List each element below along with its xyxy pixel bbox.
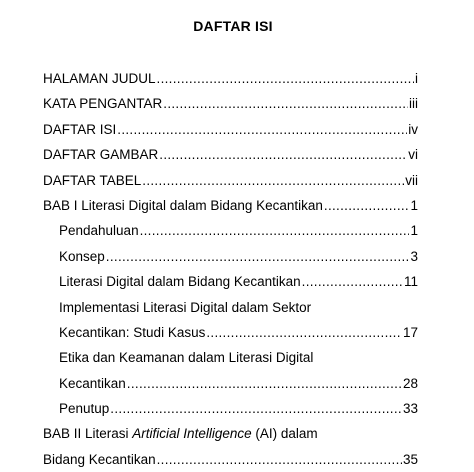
toc-entry-label: Pendahuluan xyxy=(59,223,139,239)
toc-entry-label: DAFTAR TABEL xyxy=(43,172,142,188)
toc-entry-konsep xyxy=(59,244,418,269)
toc-entry-bab-2 xyxy=(43,447,418,472)
toc-entry-pendahuluan xyxy=(59,218,418,243)
toc-leader-dots xyxy=(159,142,407,167)
toc-entry-penutup xyxy=(59,396,418,421)
toc-entry-label: DAFTAR ISI xyxy=(43,121,117,137)
toc-entry-label-part: BAB II Literasi xyxy=(43,426,133,442)
toc-leader-dots xyxy=(110,396,402,421)
toc-entry-label: Penutup xyxy=(59,401,110,417)
toc-leader-dots xyxy=(127,371,402,396)
toc-leader-dots xyxy=(117,117,407,142)
toc-entry-label: Literasi Digital dalam Bidang Kecantikan xyxy=(59,274,301,290)
table-of-contents xyxy=(43,66,418,472)
toc-entry-label: Kecantikan xyxy=(59,375,126,391)
toc-page-number: iv xyxy=(408,121,418,137)
page-title: DAFTAR ISI xyxy=(193,18,273,34)
toc-page-number: vi xyxy=(408,147,418,163)
toc-entry-etika-line1: Etika dan Keamanan dalam Literasi Digital xyxy=(59,350,314,366)
toc-entry-daftar-gambar xyxy=(43,142,418,167)
toc-entry-bab-2-line1 xyxy=(43,421,418,446)
toc-leader-dots xyxy=(206,320,402,345)
toc-entry-label: Konsep xyxy=(59,248,105,264)
toc-page-number: iii xyxy=(409,96,418,112)
toc-leader-dots xyxy=(106,244,410,269)
toc-leader-dots xyxy=(324,193,410,218)
toc-entry-kata-pengantar xyxy=(43,91,418,116)
toc-page-number: 1 xyxy=(410,197,418,213)
toc-entry-label: KATA PENGANTAR xyxy=(43,96,163,112)
toc-entry-label: Kecantikan: Studi Kasus xyxy=(59,324,206,340)
toc-page-number: vii xyxy=(405,172,418,188)
toc-page-number: i xyxy=(415,71,418,86)
toc-entry-daftar-isi xyxy=(43,117,418,142)
toc-page-number: 28 xyxy=(402,375,418,391)
toc-page-number: 35 xyxy=(402,451,418,467)
toc-entry-implementasi-line1: Implementasi Literasi Digital dalam Sektor xyxy=(59,299,312,315)
toc-entry-label: HALAMAN JUDUL xyxy=(43,71,156,86)
toc-entry-label: Bidang Kecantikan xyxy=(43,451,156,467)
toc-entry-etika xyxy=(59,371,418,396)
toc-page-number: 11 xyxy=(403,274,418,290)
toc-entry-label-part: (AI) dalam xyxy=(251,426,318,442)
toc-leader-dots xyxy=(157,447,402,472)
toc-entry-label: DAFTAR GAMBAR xyxy=(43,147,159,163)
toc-entry-bab-1 xyxy=(43,193,418,218)
toc-page-number: 33 xyxy=(402,401,418,417)
toc-page-number: 3 xyxy=(410,248,418,264)
toc-leader-dots xyxy=(302,269,403,294)
toc-page-number: 1 xyxy=(410,223,418,239)
toc-entry-halaman-judul xyxy=(43,66,418,91)
toc-entry-implementasi xyxy=(59,320,418,345)
toc-leader-dots xyxy=(142,168,404,193)
toc-entry-label-italic: Artificial Intelligence xyxy=(132,426,252,442)
toc-entry-daftar-tabel xyxy=(43,168,418,193)
toc-page-number: 17 xyxy=(402,324,418,340)
toc-leader-dots xyxy=(140,218,410,243)
toc-leader-dots xyxy=(163,91,408,116)
toc-entry-label: BAB I Literasi Digital dalam Bidang Kecantikan xyxy=(43,197,323,213)
toc-leader-dots xyxy=(157,66,414,91)
toc-entry-literasi-digital xyxy=(59,269,418,294)
